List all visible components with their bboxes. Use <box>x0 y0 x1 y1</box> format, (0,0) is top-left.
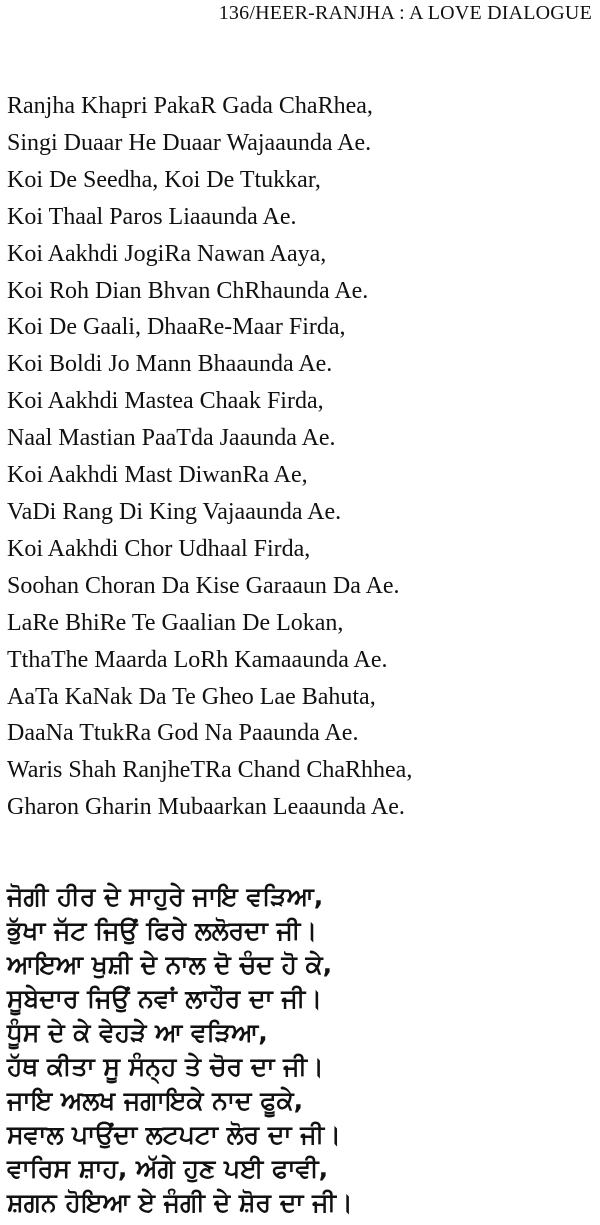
verse-line: Koi Aakhdi Mastea Chaak Firda, <box>7 388 324 415</box>
gurmukhi-verse-line: ਹੱਥ ਕੀਤਾ ਸੂ ਸੰਨ੍ਹ ਤੇ ਚੋਰ ਦਾ ਜੀ। <box>7 1052 324 1081</box>
gurmukhi-verse-line: ਧੂੰਸ ਦੇ ਕੇ ਵੇਹੜੇ ਆ ਵੜਿਆ, <box>7 1018 268 1047</box>
verse-line: Gharon Gharin Mubaarkan Leaaunda Ae. <box>7 794 405 821</box>
gurmukhi-verse-line: ਵਾਰਿਸ ਸ਼ਾਹ, ਅੱਗੇ ਹੁਣ ਪਈ ਫਾਵੀ, <box>7 1154 329 1183</box>
gurmukhi-verse-line: ਜੋਗੀ ਹੀਰ ਦੇ ਸਾਹੁਰੇ ਜਾਇ ਵੜਿਆ, <box>7 882 324 911</box>
gurmukhi-verse-line: ਜਾਇ ਅਲਖ ਜਗਾਇਕੇ ਨਾਦ ਫੂਕੇ, <box>7 1086 304 1115</box>
verse-line: Koi Aakhdi JogiRa Nawan Aaya, <box>7 240 327 267</box>
verse-line: Soohan Choran Da Kise Garaaun Da Ae. <box>7 572 400 599</box>
verse-line: Waris Shah RanjheTRa Chand ChaRhhea, <box>7 757 413 784</box>
verse-line: Koi Thaal Paros Liaaunda Ae. <box>7 203 297 230</box>
transliterated-stanza <box>7 88 412 826</box>
verse-line: Naal Mastian PaaTda Jaaunda Ae. <box>7 425 336 452</box>
verse-line: Koi De Seedha, Koi De Ttukkar, <box>7 166 321 193</box>
verse-line: AaTa KaNak Da Te Gheo Lae Bahuta, <box>7 683 376 710</box>
verse-line: Koi Roh Dian Bhvan ChRhaunda Ae. <box>7 277 369 304</box>
gurmukhi-verse-line: ਸਵਾਲ ਪਾਉਂਦਾ ਲਟਪਟਾ ਲੋਰ ਦਾ ਜੀ। <box>7 1120 341 1149</box>
verse-line: DaaNa TtukRa God Na Paaunda Ae. <box>7 720 359 747</box>
verse-line: Ranjha Khapri PakaR Gada ChaRhea, <box>7 93 373 119</box>
running-header: 136/HEER-RANJHA : A LOVE DIALOGUE <box>218 2 592 24</box>
verse-line: TthaThe Maarda LoRh Kamaaunda Ae. <box>7 646 388 673</box>
gurmukhi-verse-line: ਆਇਆ ਖੁਸ਼ੀ ਦੇ ਨਾਲ ਦੋ ਚੰਦ ਹੋ ਕੇ, <box>7 950 333 979</box>
verse-line: Koi Boldi Jo Mann Bhaaunda Ae. <box>7 351 333 378</box>
gurmukhi-stanza <box>7 880 353 1220</box>
gurmukhi-verse-line: ਭੁੱਖਾ ਜੱਟ ਜਿਉਂ ਫਿਰੇ ਲਲੋਰਦਾ ਜੀ। <box>7 916 318 945</box>
gurmukhi-verse-line: ਸ਼ਗਨ ਹੋਇਆ ਏ ਜੰਗੀ ਦੇ ਸ਼ੋਰ ਦਾ ਜੀ। <box>7 1188 353 1217</box>
verse-line: LaRe BhiRe Te Gaalian De Lokan, <box>7 609 344 636</box>
verse-line: Koi De Gaali, DhaaRe-Maar Firda, <box>7 314 346 341</box>
verse-line: Koi Aakhdi Mast DiwanRa Ae, <box>7 462 308 489</box>
gurmukhi-verse-line: ਸੂਬੇਦਾਰ ਜਿਉਂ ਨਵਾਂ ਲਾਹੌਰ ਦਾ ਜੀ। <box>7 984 323 1013</box>
verse-line: Koi Aakhdi Chor Udhaal Firda, <box>7 535 311 562</box>
verse-line: Singi Duaar He Duaar Wajaaunda Ae. <box>7 129 372 156</box>
verse-line: VaDi Rang Di King Vajaaunda Ae. <box>7 498 342 525</box>
